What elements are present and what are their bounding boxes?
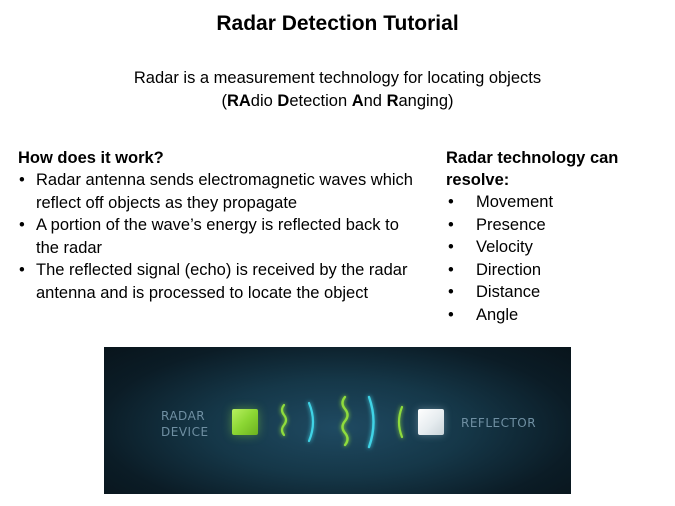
intro-part: anging)	[398, 92, 454, 110]
list-item: • Direction	[446, 259, 666, 282]
radar-illustration	[104, 347, 571, 494]
list-item: • Distance	[446, 281, 666, 304]
intro-acronym-letter: R	[386, 92, 399, 110]
intro-part: nd	[363, 92, 387, 110]
intro-text	[0, 67, 675, 113]
emitted-wave-cyan	[309, 403, 313, 441]
intro-part: etection	[289, 92, 352, 110]
reflector-cube	[418, 409, 444, 435]
intro-acronym-letter: A	[351, 92, 364, 110]
reflector-label: REFLECTOR	[461, 416, 537, 430]
list-item: • A portion of the wave’s energy is reflected back to the radar	[18, 214, 423, 259]
page-title: Radar Detection Tutorial	[216, 12, 459, 35]
how-it-works-section	[18, 147, 423, 304]
how-it-works-list	[18, 169, 423, 304]
intro-line-1: Radar is a measurement technology for locating objects	[133, 69, 542, 87]
emitted-wave-green	[343, 397, 348, 445]
list-item: • Radar antenna sends electromagnetic waves which reflect off objects as they propagate	[18, 169, 423, 214]
intro-acronym-letter: D	[277, 92, 290, 110]
how-it-works-heading: How does it work?	[18, 149, 164, 167]
list-item: • Angle	[446, 304, 666, 327]
resolve-list	[446, 191, 666, 326]
list-item: • Presence	[446, 214, 666, 237]
reflected-wave-green	[399, 407, 402, 437]
list-item: • Velocity	[446, 236, 666, 259]
resolve-heading: Radar technology can resolve:	[446, 149, 619, 189]
list-item: • The reflected signal (echo) is received by the radar antenna and is processed to locate the object	[18, 259, 423, 304]
list-item: • Movement	[446, 191, 666, 214]
intro-part: dio	[250, 92, 278, 110]
intro-acronym-letter: RA	[226, 92, 251, 110]
emitted-wave-cyan	[369, 397, 374, 447]
intro-part: (	[221, 92, 227, 110]
emitted-wave-green	[282, 405, 286, 435]
radar-device-label: RADAR DEVICE	[161, 409, 209, 439]
intro-line-2	[0, 90, 675, 113]
resolve-section	[446, 147, 666, 326]
